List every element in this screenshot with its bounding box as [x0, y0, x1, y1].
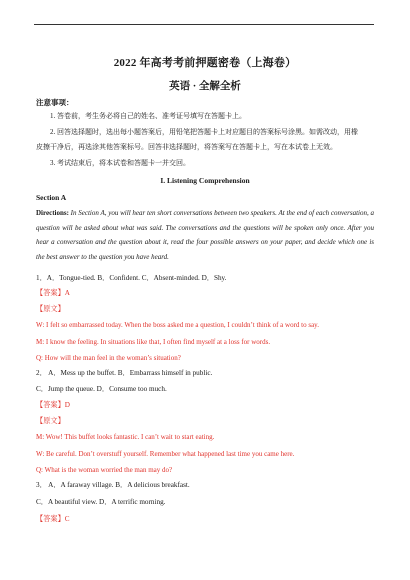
question-2-transcript-label: 【原文】 — [36, 417, 65, 425]
question-2-options-row-2: C．Jump the queue. D．Consume too much. — [36, 385, 167, 393]
question-1-transcript-line: W: I felt so embarrassed today. When the boss asked me a question, I couldn’t think of a word to say. — [36, 321, 319, 329]
notice-1: 1. 答卷前，考生务必将自己的姓名、准考证号填写在答题卡上。 — [50, 112, 246, 120]
section-a-label: Section A — [36, 193, 67, 202]
question-3-options-row-2: C．A beautiful view. D．A terrific morning. — [36, 498, 166, 506]
question-1-transcript-line: M: I know the feeling. In situations like that, I often find myself at a loss for words. — [36, 338, 271, 346]
section-title: I. Listening Comprehension — [160, 176, 250, 185]
question-3-options-row-1: 3． A．A faraway village. B．A delicious breakfast. — [36, 481, 190, 489]
question-1-answer: 【答案】A — [36, 289, 70, 297]
question-3-answer: 【答案】C — [36, 515, 70, 523]
question-2-transcript-line: M: Wow! This buffet looks fantastic. I can’t wait to start eating. — [36, 433, 215, 441]
question-1-options: 1．A．Tongue-tied. B．Confident. C．Absent-minded. D．Shy. — [36, 274, 227, 282]
directions-paragraph — [36, 206, 374, 264]
notice-heading: 注意事项： — [36, 98, 74, 107]
doc-title: 2022 年高考考前押题密卷（上海卷） — [113, 57, 297, 69]
question-2-transcript-line: W: Be careful. Don’t overstuff yourself. Remember what happened last time you came here. — [36, 450, 295, 458]
question-2-answer: 【答案】D — [36, 401, 70, 409]
notice-2-cont: 皮擦干净后，再选涂其他答案标号。回答非选择题时，将答案写在答题卡上，写在本试卷上无效。 — [36, 143, 337, 151]
directions-text: In Section A, you will hear ten short conversations between two speakers. At the end of each conversation, a question will be asked about what was said. The conversations and the questions will be spoken only once. After you hear a conversation and the question about it, read the four possible answers on your paper, and decide which one is the best answer to the question you have heard. — [36, 209, 374, 261]
doc-subtitle: 英语 · 全解全析 — [169, 81, 241, 92]
top-rule — [34, 24, 374, 25]
question-2-transcript-line: Q: What is the woman worried the man may do? — [36, 466, 173, 474]
question-1-transcript-label: 【原文】 — [36, 305, 65, 313]
directions-label: Directions: — [36, 209, 69, 217]
question-2-options-row-1: 2． A．Mess up the buffet. B．Embarrass himself in public. — [36, 369, 213, 377]
notice-2: 2. 回答选择题时，选出每小题答案后，用铅笔把答题卡上对应题目的答案标号涂黑。如需改动，用橡 — [50, 128, 358, 136]
question-1-transcript-line: Q: How will the man feel in the woman’s situation? — [36, 354, 181, 362]
notice-3: 3. 考试结束后，将本试卷和答题卡一并交回。 — [50, 159, 190, 167]
